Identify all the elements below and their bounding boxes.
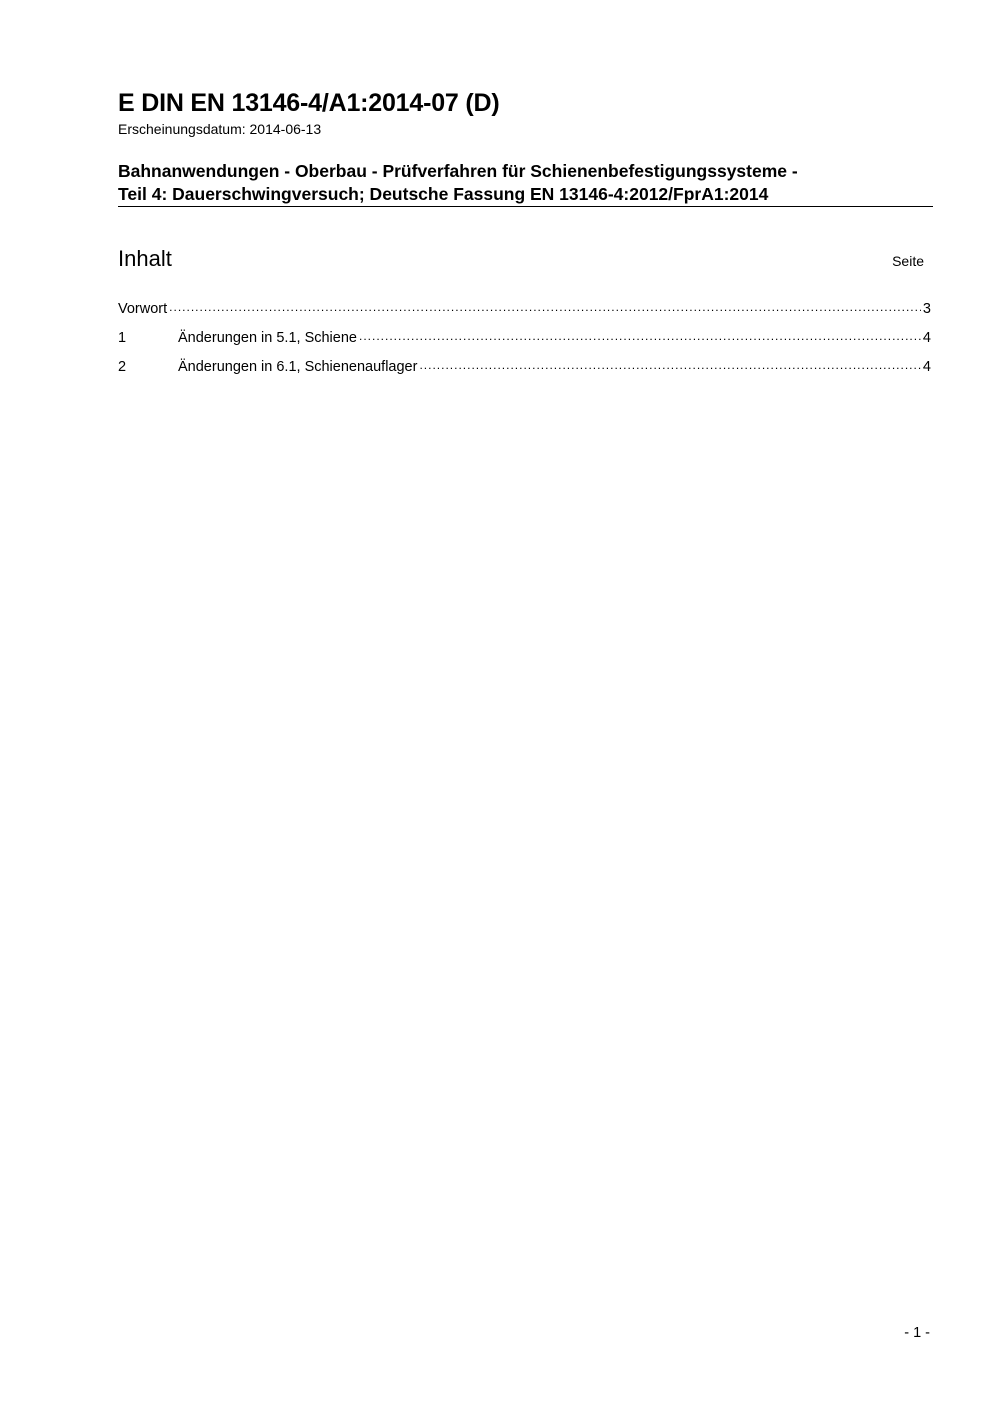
toc-entry-section-2[interactable] xyxy=(118,359,931,388)
toc-dot-leader xyxy=(419,359,920,371)
toc-page-column-label: Seite xyxy=(892,253,924,269)
toc-entry-label: Vorwort xyxy=(118,301,168,317)
document-title-line-2: Teil 4: Dauerschwingversuch; Deutsche Fassung EN 13146-4:2012/FprA1:2014 xyxy=(118,184,769,204)
toc-heading: Inhalt xyxy=(118,246,172,271)
document-title xyxy=(118,160,933,206)
title-divider xyxy=(118,206,933,207)
toc-entry-page: 4 xyxy=(922,330,931,346)
publication-date: Erscheinungsdatum: 2014-06-13 xyxy=(118,121,322,137)
page-number: - 1 - xyxy=(904,1325,930,1341)
toc-entry-section-1[interactable] xyxy=(118,330,931,359)
toc-entry-label: Änderungen in 5.1, Schiene xyxy=(178,330,357,346)
toc-entry-number: 2 xyxy=(118,359,127,375)
toc-entry-label: Änderungen in 6.1, Schienenauflager xyxy=(178,359,418,375)
toc-entry-page: 4 xyxy=(922,359,931,375)
table-of-contents xyxy=(118,301,931,388)
toc-entry-vorwort[interactable] xyxy=(118,301,931,330)
toc-dot-leader xyxy=(169,301,921,313)
document-title-line-1: Bahnanwendungen - Oberbau - Prüfverfahren für Schienenbefestigungssysteme - xyxy=(118,161,798,181)
toc-entry-number: 1 xyxy=(118,330,127,346)
toc-entry-page: 3 xyxy=(922,301,931,317)
toc-dot-leader xyxy=(359,330,921,342)
document-id: E DIN EN 13146-4/A1:2014-07 (D) xyxy=(118,89,500,117)
